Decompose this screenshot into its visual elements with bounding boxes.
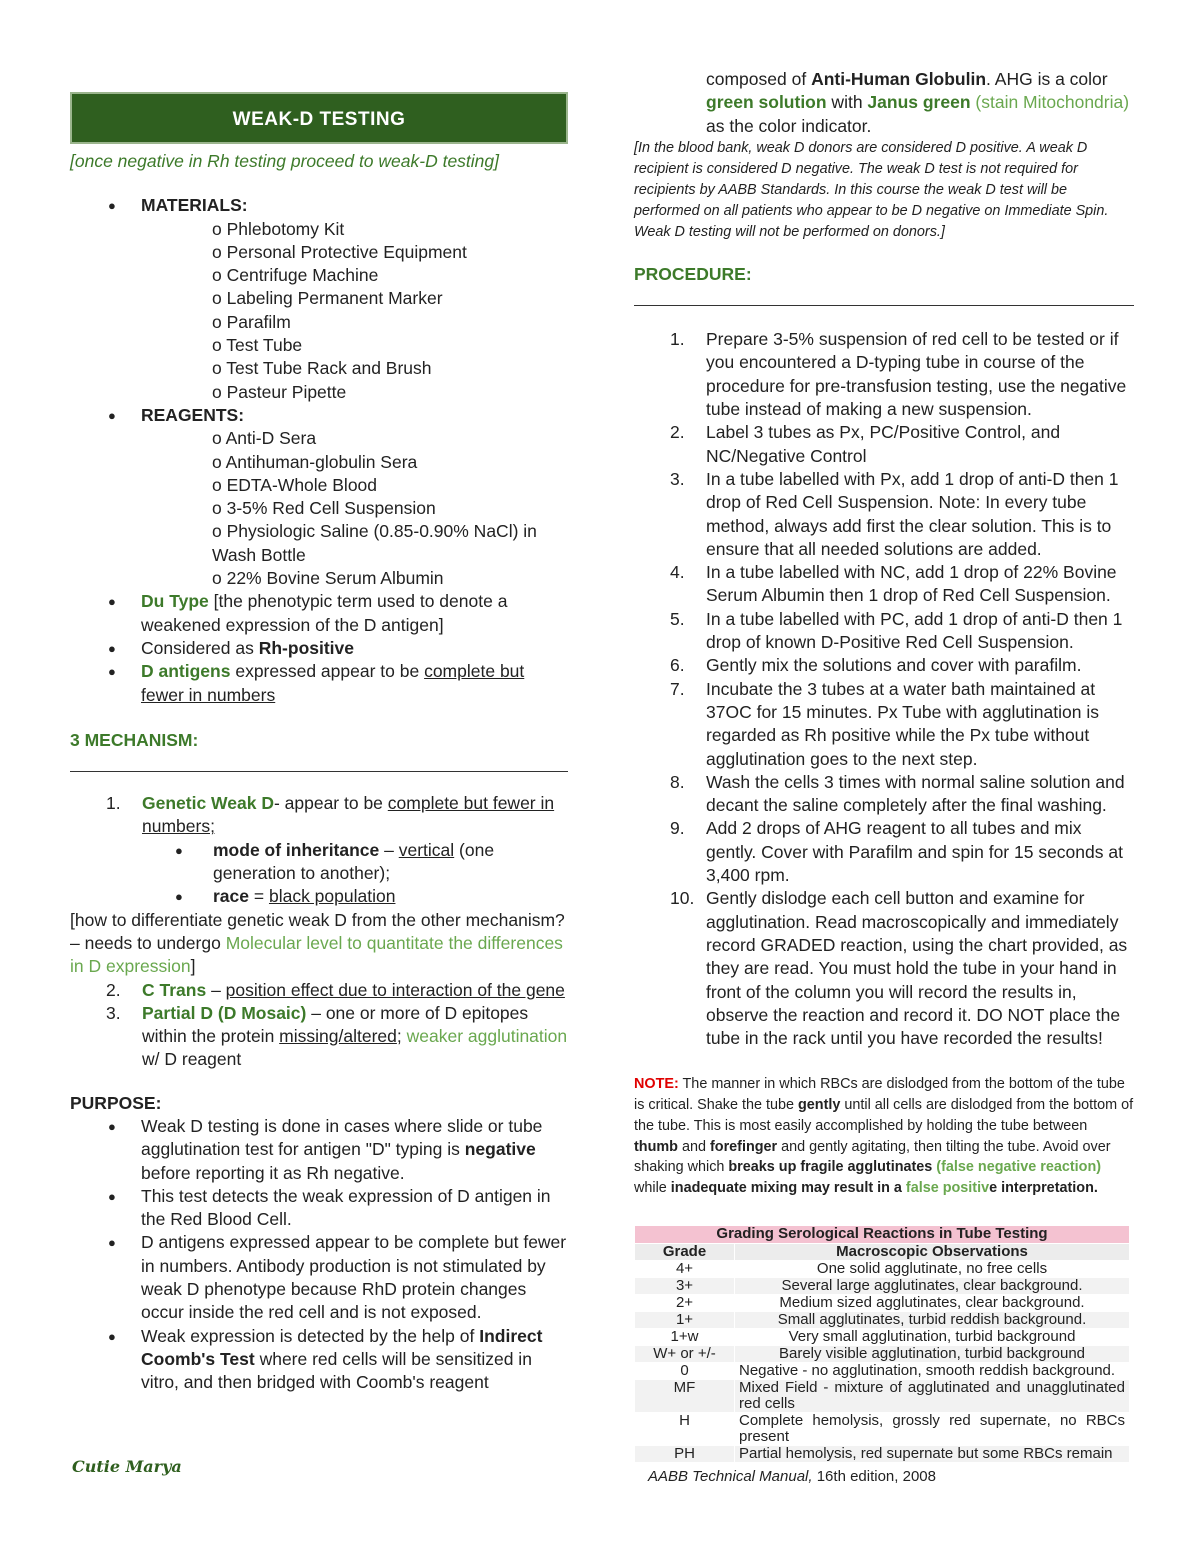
purpose-3: ● D antigens expressed appear to be complete but fewer in numbers. Antibody production is not stimulated by weak D phenotype because RhD protein changes occur inside the red cell and is not exposed. — [108, 1231, 568, 1324]
reagents-label: REAGENTS: — [141, 404, 245, 425]
purpose-4-post: where red cells will be sensitized in vitro, and then bridged with Coomb's reagent — [141, 1348, 532, 1393]
table-row — [635, 1277, 1130, 1294]
material-item: o Personal Protective Equipment — [212, 241, 467, 262]
table-row — [635, 1362, 1130, 1379]
reagents-section — [108, 404, 568, 590]
procedure-step — [670, 817, 1134, 887]
procedure-step — [670, 421, 1134, 468]
procedure-step-text: Prepare 3-5% suspension of red cell to be tested or if you encountered a D-typing tube in course of the procedure for pre-transfusion testing, use the negative tube instead of making a new suspension. — [706, 329, 1127, 420]
du-type-item — [108, 590, 568, 637]
race-item — [175, 885, 568, 908]
mechanism-1-underline: complete but fewer in numbers; — [142, 793, 555, 837]
c-trans-dash: – — [206, 979, 226, 1000]
signature: Cutie Marya — [72, 1457, 182, 1476]
purpose-1-pre: Weak D testing is done in cases where slide or tube agglutination test for antigen "D" typing is — [141, 1115, 543, 1160]
inheritance-rest: (one generation to another); — [213, 839, 495, 884]
procedure-step-num: 8. — [670, 771, 685, 792]
material-item: o Test Tube — [212, 335, 303, 356]
observation-cell: Barely visible agglutination, turbid background — [735, 1345, 1130, 1362]
procedure-step-text: In a tube labelled with PC, add 1 drop of anti-D then 1 drop of known D-Positive Red Cell Suspension. — [706, 608, 1123, 653]
note-paragraph — [634, 1074, 1134, 1198]
procedure-step — [670, 678, 1134, 771]
purpose-1-bold: negative — [464, 1139, 536, 1160]
procedure-step-num: 5. — [670, 608, 685, 629]
note-b3: forefinger — [709, 1138, 778, 1155]
grade-cell: 4+ — [635, 1260, 735, 1277]
reagents-list — [141, 427, 568, 590]
partial-d-underline: missing/altered — [279, 1026, 397, 1047]
right-column — [634, 68, 1134, 1488]
grade-cell: PH — [635, 1445, 735, 1462]
reagent-item: o 22% Bovine Serum Albumin — [212, 568, 444, 589]
note-b5: inadequate mixing may result in a — [670, 1179, 906, 1196]
note-b4: breaks up fragile agglutinates — [728, 1159, 933, 1176]
procedure-step-text: Wash the cells 3 times with normal saline solution and decant the saline completely after the final washing. — [706, 771, 1125, 816]
grade-cell: H — [635, 1412, 735, 1445]
observation-cell: Complete hemolysis, grossly red supernate, no RBCs present — [735, 1412, 1130, 1445]
race-eq: = — [249, 886, 269, 907]
material-item: o Pasteur Pipette — [212, 381, 347, 402]
material-item: o Centrifuge Machine — [212, 265, 379, 286]
procedure-rule — [634, 305, 1134, 306]
considered-item — [108, 637, 568, 660]
c-trans-underline: position effect due to interaction of the gene — [225, 979, 565, 1000]
procedure-step — [670, 654, 1134, 677]
observation-cell: One solid agglutinate, no free cells — [735, 1260, 1130, 1277]
inheritance-dash: – — [379, 839, 399, 860]
procedure-step — [670, 328, 1134, 421]
table-row — [635, 1294, 1130, 1311]
grading-table-title: Grading Serological Reactions in Tube Testing — [635, 1225, 1130, 1243]
procedure-step-num: 1. — [670, 329, 685, 350]
ahg-pre: composed of — [706, 69, 812, 89]
observation-cell: Several large agglutinates, clear background. — [735, 1277, 1130, 1294]
observation-cell: Mixed Field - mixture of agglutinated and unagglutinated red cells — [735, 1379, 1130, 1412]
rh-positive: Rh-positive — [258, 637, 355, 658]
grading-table-body — [635, 1260, 1130, 1462]
purpose-4 — [108, 1325, 568, 1395]
procedure-step-text: Gently mix the solutions and cover with parafilm. — [706, 655, 1082, 676]
caption-rest: 16th edition, 2008 — [812, 1467, 936, 1485]
d-antigens-underline: complete but fewer in numbers — [141, 661, 525, 705]
d-antigens-item — [108, 660, 568, 707]
inheritance-label: mode of inheritance — [213, 839, 380, 860]
note-b2: thumb — [634, 1138, 678, 1155]
note-post: ] — [190, 956, 196, 977]
materials-label: MATERIALS: — [141, 195, 248, 216]
partial-d-text: – one or more of D epitopes within the protein — [142, 1002, 529, 1047]
grade-cell: 0 — [635, 1362, 735, 1379]
reagent-item: o Anti-D Sera — [212, 428, 317, 449]
note-b6: e interpretation. — [989, 1179, 1098, 1196]
reagent-item: o Antihuman-globulin Sera — [212, 451, 418, 472]
blood-bank-note: [In the blood bank, weak D donors are considered D positive. A weak D recipient is considered D negative. The weak D test is not required for recipients by AABB Standards. In this course the weak D test will be performed on all patients who appear to be D negative on Immediate Spin. Weak D testing will not be performed on donors.] — [634, 139, 1109, 240]
purpose-1 — [108, 1115, 568, 1185]
procedure-step-text: Label 3 tubes as Px, PC/Positive Control, and NC/Negative Control — [706, 422, 1061, 466]
mechanism-3-num: 3. — [106, 1002, 121, 1023]
ahg-bold: Anti-Human Globulin — [811, 69, 987, 89]
procedure-step-num: 9. — [670, 818, 685, 839]
c-trans-term: C Trans — [142, 979, 207, 1000]
col-observations: Macroscopic Observations — [735, 1243, 1130, 1260]
table-row — [635, 1412, 1130, 1445]
reagent-item: o 3-5% Red Cell Suspension — [212, 498, 436, 519]
reagent-item: o EDTA-Whole Blood — [212, 474, 378, 495]
mechanism-heading: 3 MECHANISM: — [70, 729, 199, 750]
col-grade: Grade — [635, 1243, 735, 1260]
mechanism-2-num: 2. — [106, 979, 121, 1000]
note-t5: while — [634, 1179, 671, 1196]
d-antigens-text: expressed appear to be — [230, 661, 425, 682]
inheritance-item — [175, 839, 568, 886]
procedure-step-num: 2. — [670, 422, 685, 443]
note-g2: false positiv — [905, 1179, 990, 1196]
grade-cell: 1+ — [635, 1311, 735, 1328]
observation-cell: Negative - no agglutination, smooth reddish background. — [735, 1362, 1130, 1379]
procedure-step-num: 10. — [670, 888, 695, 909]
mechanism-1-num: 1. — [106, 793, 121, 814]
left-column — [70, 92, 568, 1395]
procedure-step — [670, 608, 1134, 655]
mechanism-list — [106, 792, 568, 908]
procedure-step — [670, 468, 1134, 561]
table-row — [635, 1345, 1130, 1362]
material-item: o Phlebotomy Kit — [212, 218, 345, 239]
caption-italic: AABB Technical Manual, — [648, 1467, 813, 1485]
grade-cell: MF — [635, 1379, 735, 1412]
mechanism-2 — [106, 979, 568, 1002]
differentiate-note — [70, 909, 568, 979]
reagent-item: o Physiologic Saline (0.85-0.90% NaCl) in Wash Bottle — [212, 521, 537, 565]
genetic-weak-d-details — [175, 839, 568, 909]
ahg-continued — [634, 68, 1134, 138]
procedure-step-text: Incubate the 3 tubes at a water bath maintained at 37OC for 15 minutes. Px Tube with agglutination is regarded as Rh positive while the Px tube without agglutination goes to the next step. — [706, 678, 1099, 769]
note-green: Molecular level to quantitate the differences in D expression — [70, 932, 563, 977]
table-row — [635, 1260, 1130, 1277]
materials-list — [141, 218, 568, 404]
procedure-step-text: In a tube labelled with Px, add 1 drop of anti-D then 1 drop of Red Cell Suspension. Note: In every tube method, always add first the clear solution. This is to ensure that all needed solutions are added. — [706, 468, 1119, 559]
stain-mito: (stain Mitochondria) — [970, 92, 1130, 113]
partial-d-semi: ; — [396, 1026, 407, 1047]
note-pre: [how to differentiate genetic weak D from the other mechanism? – needs to undergo — [70, 909, 565, 953]
ahg-mid: . AHG is a color — [986, 69, 1108, 89]
genetic-weak-d-term: Genetic Weak D — [142, 793, 274, 814]
procedure-step — [670, 771, 1134, 818]
note-b1: gently — [797, 1097, 841, 1114]
table-row — [635, 1379, 1130, 1412]
du-type-text: [the phenotypic term used to denote a weakened expression of the D antigen] — [141, 591, 508, 635]
partial-d-rest: w/ D reagent — [142, 1049, 242, 1070]
grade-cell: 1+w — [635, 1328, 735, 1345]
observation-cell: Medium sized agglutinates, clear background. — [735, 1294, 1130, 1311]
mechanism-rule — [70, 771, 568, 772]
table-row — [635, 1445, 1130, 1462]
materials-section — [108, 194, 568, 404]
observation-cell: Partial hemolysis, red supernate but some RBCs remain — [735, 1445, 1130, 1462]
purpose-1-post: before reporting it as Rh negative. — [141, 1162, 405, 1183]
procedure-list — [670, 328, 1134, 1050]
partial-d-green: weaker agglutination — [406, 1026, 568, 1047]
table-caption — [634, 1465, 1134, 1488]
procedure-step — [670, 561, 1134, 608]
table-row — [635, 1311, 1130, 1328]
mechanism-1-text: - appear to be — [273, 793, 388, 814]
mechanism-1 — [106, 792, 568, 908]
procedure-step-num: 3. — [670, 468, 685, 489]
procedure-step-num: 4. — [670, 562, 685, 583]
note-g1: (false negative reaction) — [932, 1159, 1102, 1176]
observation-cell: Small agglutinates, turbid reddish background. — [735, 1311, 1130, 1328]
procedure-step — [670, 887, 1134, 1050]
d-antigens-term: D antigens — [141, 661, 231, 682]
grade-cell: 2+ — [635, 1294, 735, 1311]
ahg-mid2: with — [826, 92, 868, 113]
ahg-post: as the color indicator. — [706, 115, 872, 136]
observation-cell: Very small agglutination, turbid background — [735, 1328, 1130, 1345]
considered-text: Considered as — [141, 637, 259, 658]
purpose-4-pre: Weak expression is detected by the help of — [141, 1325, 480, 1346]
inheritance-vertical: vertical — [398, 839, 455, 860]
partial-d-term: Partial D (D Mosaic) — [142, 1002, 307, 1023]
purpose-list — [108, 1115, 568, 1395]
race-label: race — [213, 886, 250, 907]
procedure-step-text: Add 2 drops of AHG reagent to all tubes and mix gently. Cover with Parafilm and spin for 15 seconds at 3,400 rpm. — [706, 818, 1123, 886]
procedure-heading: PROCEDURE: — [634, 263, 752, 284]
main-list — [108, 194, 568, 707]
note-t3: and — [677, 1138, 710, 1155]
purpose-heading: PURPOSE: — [70, 1092, 162, 1113]
table-row — [635, 1328, 1130, 1345]
note-t4: and gently agitating, then tilting the tube. Avoid over shaking which — [634, 1138, 1111, 1176]
grading-table — [634, 1225, 1130, 1463]
note-t1: The manner in which RBCs are dislodged from the bottom of the tube is critical. Shake the tube — [634, 1076, 1125, 1114]
procedure-step-text: Gently dislodge each cell button and examine for agglutination. Read macroscopically and immediately record GRADED reaction, using the chart provided, as they are read. You must hold the tube in your hand in front of the column you will record the results in, observe the reaction and record it. DO NOT place the tube in the rack until you have recorded the results! — [706, 888, 1128, 1049]
procedure-step-num: 6. — [670, 655, 685, 676]
race-value: black population — [268, 886, 396, 907]
janus-green: Janus green — [867, 92, 971, 113]
procedure-step-num: 7. — [670, 678, 685, 699]
purpose-2: ● This test detects the weak expression of D antigen in the Red Blood Cell. — [108, 1185, 568, 1232]
grade-cell: W+ or +/- — [635, 1345, 735, 1362]
mechanism-3 — [106, 1002, 568, 1072]
material-item: o Test Tube Rack and Brush — [212, 358, 432, 379]
note-label: NOTE: — [634, 1076, 679, 1093]
grade-cell: 3+ — [635, 1277, 735, 1294]
mechanism-list-cont — [106, 979, 568, 1072]
note-t2: until all cells are dislodged from the bottom of the tube. This is most easily accomplished by holding the tube between — [634, 1097, 1134, 1134]
subtitle: [once negative in Rh testing proceed to weak-D testing] — [70, 151, 499, 171]
material-item: o Parafilm — [212, 311, 291, 332]
material-item: o Labeling Permanent Marker — [212, 288, 443, 309]
purpose-4-bold: Indirect Coomb's Test — [141, 1325, 543, 1369]
procedure-step-text: In a tube labelled with NC, add 1 drop of 22% Bovine Serum Albumin then 1 drop of Red Cell Suspension. — [706, 562, 1117, 606]
page-title: WEAK-D TESTING — [70, 92, 568, 144]
du-type-term: Du Type — [141, 591, 209, 612]
green-solution: green solution — [706, 92, 827, 113]
